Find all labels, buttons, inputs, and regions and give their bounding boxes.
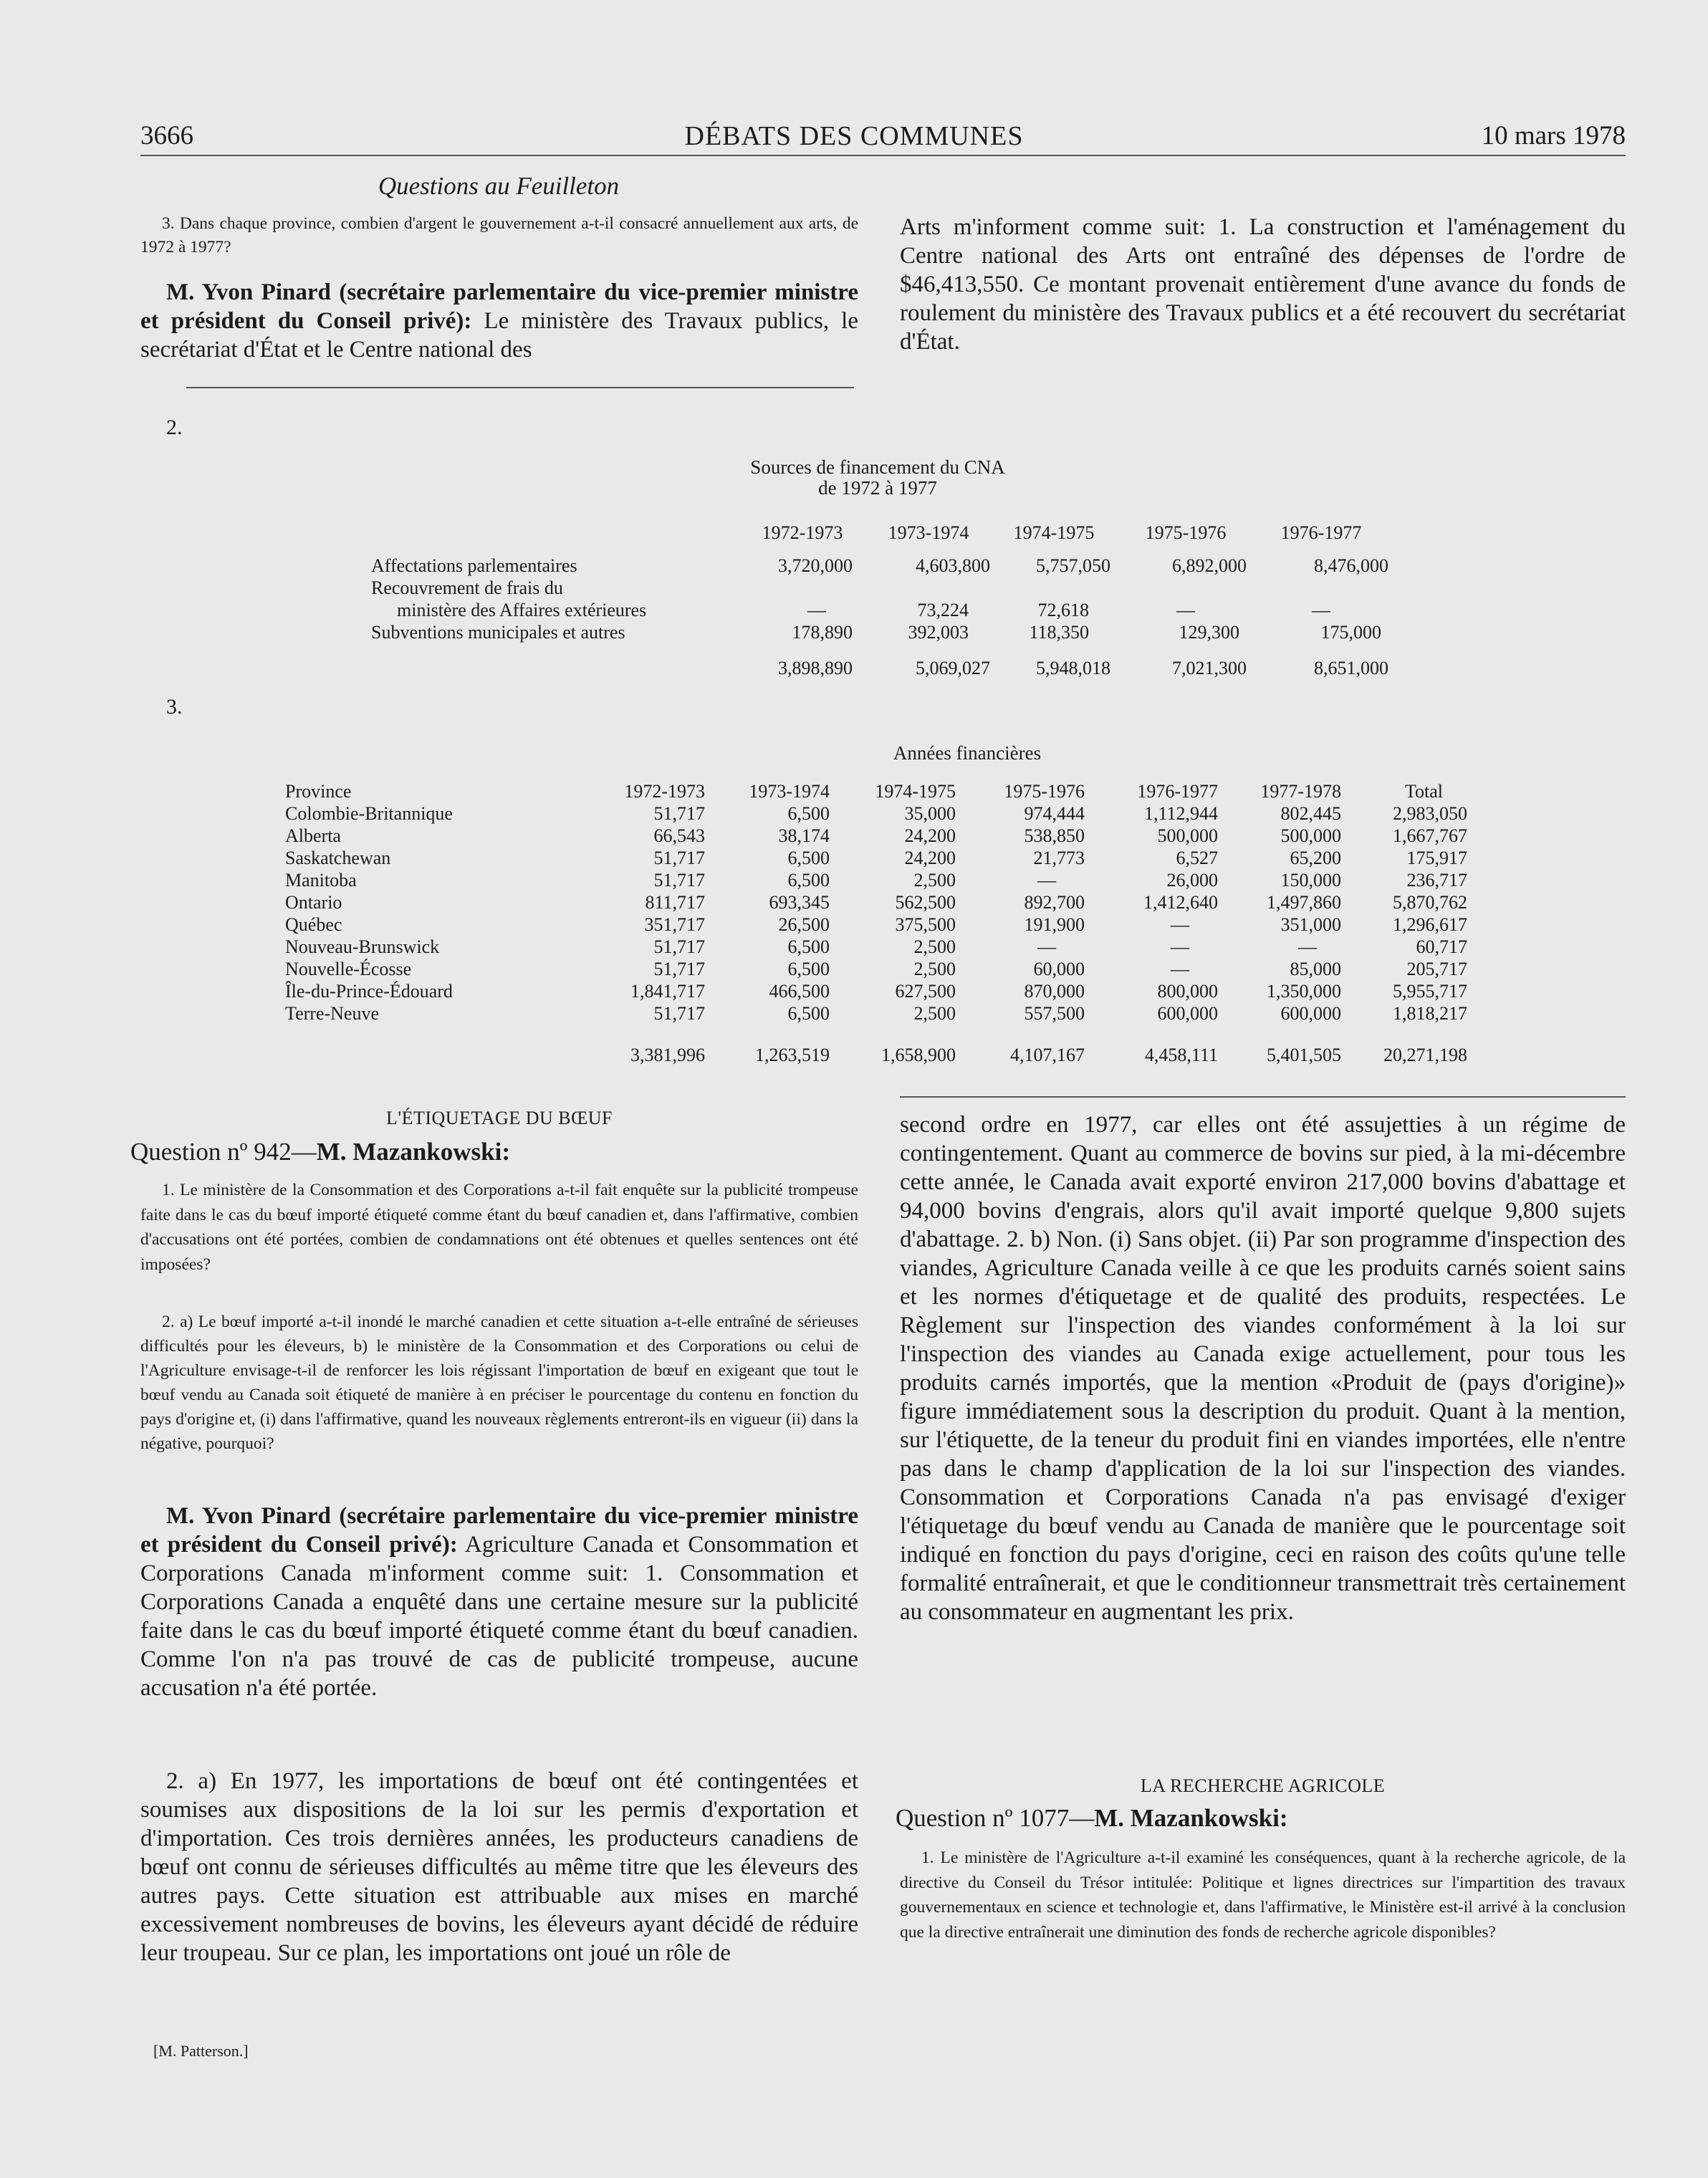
table1-year-header: 1976-1977	[1280, 522, 1362, 543]
table-row	[371, 544, 1388, 577]
table2-caption: Années financières	[893, 742, 1042, 764]
question-label: Question nº 1077—	[896, 1804, 1095, 1832]
cell: 538,850	[1024, 825, 1085, 846]
cell: —	[1171, 914, 1189, 935]
cell: 1,412,640	[1143, 892, 1218, 913]
table2-year-header: 1974-1975	[875, 781, 956, 802]
cell: 205,717	[1406, 959, 1467, 979]
question-author: M. Mazankowski:	[316, 1138, 511, 1166]
cell: 6,500	[787, 936, 830, 957]
table-total-row	[285, 1025, 1467, 1066]
cell: 2,983,050	[1393, 803, 1467, 824]
cell: 500,000	[1157, 825, 1218, 846]
left-column-rule	[186, 387, 854, 388]
table1-caption-line2: de 1972 à 1977	[818, 477, 937, 499]
cell: 60,717	[1416, 936, 1467, 957]
cell: 557,500	[1024, 1003, 1085, 1024]
answer-text: Agriculture Canada et Consommation et Corporations Canada m'informent comme suit: 1. Consommation et Corporations Canada a enquêté dans une certaine mesure sur la publicité faite dans le cas du bœuf importé étiqueté comme étant du bœuf canadien. Comme l'on n'a pas trouvé de cas de publicité trompeuse, aucune accusation n'a été portée.	[140, 1532, 858, 1701]
cell: 51,717	[653, 870, 705, 891]
row-label: Affectations parlementaires	[371, 555, 577, 576]
cell: 191,900	[1024, 914, 1085, 935]
table-end-rule	[900, 1096, 1626, 1098]
page-number: 3666	[140, 121, 193, 150]
row-label: Subventions municipales et autres	[371, 622, 625, 643]
cell: 974,444	[1024, 803, 1085, 824]
cell: 600,000	[1280, 1003, 1341, 1024]
cell: 26,000	[1166, 870, 1218, 891]
table2-year-header: 1977-1978	[1260, 781, 1341, 802]
question-label: Question nº 942—	[130, 1138, 317, 1166]
province-cell: Colombie-Britannique	[285, 803, 453, 824]
province-cell: Nouveau-Brunswick	[285, 936, 440, 957]
total-cell: 1,263,519	[755, 1045, 830, 1065]
cell: 392,003	[908, 622, 969, 643]
province-cell: Alberta	[285, 825, 341, 846]
arts-funding-table	[285, 772, 1467, 1066]
table2-year-header: 1973-1974	[749, 781, 830, 802]
cell: 6,500	[787, 959, 830, 979]
footer-note: [M. Patterson.]	[153, 2042, 249, 2060]
table-row	[285, 913, 1467, 936]
header-rule	[140, 155, 1626, 156]
cell: 351,000	[1280, 914, 1341, 935]
table-row	[371, 621, 1388, 643]
total-cell: 8,651,000	[1314, 658, 1388, 678]
cell: 500,000	[1280, 825, 1341, 846]
cell: —	[1171, 959, 1189, 979]
cell: 175,000	[1320, 622, 1381, 643]
cell: 175,917	[1406, 848, 1467, 868]
question-942-para2: 2. a) Le bœuf importé a-t-il inondé le marché canadien et cette situation a-t-elle entraîné de sérieuses difficultés pour les éleveurs, b) le ministère de la Consommation et des Corporations ou celui de l'Agriculture envisage-t-il de renforcer les lois régissant l'importation de bœuf en exigeant que tout le bœuf vendu au Canada soit étiqueté de manière à en préciser le pourcentage du contenu en fonction du pays d'origine et, (i) dans l'affirmative, quand les nouveaux règlements entreront-ils en vigueur (ii) dans la négative, pourquoi?	[140, 1313, 858, 1453]
table-row	[371, 577, 1388, 599]
question-1077-heading	[896, 1804, 1288, 1833]
cell: 6,500	[787, 870, 830, 891]
answer-942-continuation: second ordre en 1977, car elles ont été assujetties à un régime de contingentement. Quant au commerce de bovins sur pied, à la mi-décembre cette année, le Canada avait exporté environ 217,000 bovins d'abattage et 94,000 bovins d'engrais, alors qu'il avait importé quelque 9,800 sujets d'abattage. 2. b) Non. (i) Sans objet. (ii) Par son programme d'inspection des viandes, Agriculture Canada veille à ce que les produits carnés soient sains et les normes d'étiquetage et de qualité des produits, respectées. Le Règlement sur l'inspection des viandes conformément à la loi sur l'inspection des viandes au Canada exige actuellement, pour tous les produits carnés importés, que la mention «Produit de (pays d'origine)» figure immédiatement sous la description du produit. Quant à la mention, sur l'étiquette, de la teneur du produit fini en viandes importées, elle n'entre pas dans le champ d'application de la loi sur l'inspection des viandes. Consommation et Corporations Canada n'a pas envisagé d'exiger l'étiquetage du bœuf vendu au Canada de manière que le pourcentage soit indiqué en fonction du pays d'origine, ceci en raison des coûts qu'une telle formalité entraînerait, et que le conditionneur transmettrait très certainement au consommateur en augmentant les prix.	[900, 1112, 1626, 1625]
row-label: Recouvrement de frais du	[371, 577, 563, 598]
cell: 51,717	[653, 959, 705, 979]
page-date: 10 mars 1978	[1481, 121, 1626, 150]
question-author: M. Mazankowski:	[1094, 1804, 1288, 1832]
cell: 2,500	[913, 959, 956, 979]
province-cell: Terre-Neuve	[285, 1003, 379, 1024]
cell: 118,350	[1029, 622, 1089, 643]
answer-942-para2: 2. a) En 1977, les importations de bœuf ont été contingentées et soumises aux dispositions de la loi sur les permis d'exportation et d'importation. Ces trois dernières années, les producteurs canadiens de bœuf ont connu de sérieuses difficultés au même titre que les éleveurs des autres pays. Cette situation est attribuable aux mises en marché excessivement nombreuses de bovins, les éleveurs ayant décidé de réduire leur troupeau. Sur ce plan, les importations ont joué un rôle de	[140, 1768, 858, 1966]
cell: 1,841,717	[630, 981, 705, 1002]
cell: 1,112,944	[1143, 803, 1218, 824]
total-cell: 5,069,027	[916, 658, 990, 678]
cell: 800,000	[1157, 981, 1218, 1002]
province-cell: Ontario	[285, 892, 342, 913]
table-row	[285, 958, 1467, 980]
cell: 1,497,860	[1267, 892, 1341, 913]
section-heading-beef: L'ÉTIQUETAGE DU BŒUF	[386, 1108, 613, 1128]
cell: 6,892,000	[1172, 555, 1247, 576]
cell: 24,200	[904, 848, 956, 868]
table2-header-row	[285, 772, 1467, 802]
table2-total-header: Total	[1404, 781, 1443, 802]
total-cell: 5,401,505	[1267, 1045, 1341, 1065]
table2-year-header: 1976-1977	[1137, 781, 1218, 802]
row-label: ministère des Affaires extérieures	[397, 600, 647, 620]
cell: 178,890	[792, 622, 853, 643]
item-2-label: 2.	[166, 416, 183, 439]
cell: 693,345	[769, 892, 830, 913]
item-3-label: 3.	[166, 695, 183, 719]
cell: 5,757,050	[1036, 555, 1110, 576]
table2-year-header: 1972-1973	[624, 781, 705, 802]
cell: 129,300	[1179, 622, 1239, 643]
cell: 66,543	[653, 825, 705, 846]
cell: 1,818,217	[1393, 1003, 1467, 1024]
cell: 6,500	[787, 803, 830, 824]
cell: 8,476,000	[1314, 555, 1388, 576]
total-cell: 1,658,900	[881, 1045, 956, 1065]
total-cell: 3,898,890	[778, 658, 853, 678]
cell: 26,500	[778, 914, 830, 935]
pinard-intro	[140, 278, 858, 364]
province-cell: Nouvelle-Écosse	[285, 959, 412, 979]
cell: 2,500	[913, 870, 956, 891]
section-title: Questions au Feuilleton	[378, 172, 620, 200]
total-cell: 7,021,300	[1172, 658, 1247, 678]
total-cell: 3,381,996	[630, 1045, 705, 1065]
question-3-text: 3. Dans chaque province, combien d'argent le gouvernement a-t-il consacré annuellement aux arts, de 1972 à 1977?	[140, 214, 858, 256]
cell: 51,717	[653, 848, 705, 868]
cell: 73,224	[917, 600, 969, 620]
cell: 51,717	[653, 803, 705, 824]
cell: 811,717	[645, 892, 705, 913]
cell: 375,500	[895, 914, 956, 935]
cell: 802,445	[1280, 803, 1341, 824]
table-row	[285, 936, 1467, 958]
table-row	[285, 891, 1467, 913]
table2-year-header: 1975-1976	[1004, 781, 1085, 802]
cell: 1,667,767	[1393, 825, 1467, 846]
funding-sources-table	[371, 517, 1388, 679]
question-1077-para: 1. Le ministère de l'Agriculture a-t-il examiné les conséquences, quant à la recherche agricole, de la directive du Conseil du Trésor intitulée: Politique et lignes directrices sur l'impartition des travaux gouvernementaux en science et technologie et, dans l'affirmative, le Ministère est-il arrivé à la conclusion que la directive entraînerait une diminution des fonds de recherche agricole disponibles?	[900, 1848, 1626, 1942]
total-cell: 4,458,111	[1144, 1045, 1218, 1065]
table-total-row	[371, 643, 1388, 679]
cell: 72,618	[1037, 600, 1089, 620]
cell: 21,773	[1033, 848, 1085, 868]
cell: 870,000	[1024, 981, 1085, 1002]
table-row	[285, 825, 1467, 847]
cell: 6,500	[787, 848, 830, 868]
cell: 2,500	[913, 936, 956, 957]
table-row	[285, 847, 1467, 869]
province-cell: Saskatchewan	[285, 848, 391, 868]
speaker-name: M. Yvon Pinard (secrétaire parlementaire du vice-premier ministre et président du Conseil privé):	[140, 279, 858, 334]
table1-year-header: 1974-1975	[1013, 522, 1095, 543]
cell: 1,296,617	[1393, 914, 1467, 935]
answer-text: Le ministère des Travaux publics, le secrétariat d'État et le Centre national des	[140, 308, 858, 363]
cell: 24,200	[904, 825, 956, 846]
right-top-paragraph: Arts m'informent comme suit: 1. La construction et l'aménagement du Centre national des Arts ont entraîné des dépenses de l'ordre de $46,413,550. Ce montant provenait entièrement d'une avance du fonds de roulement du ministère des Travaux publics et a été recouvert du secrétariat d'État.	[900, 214, 1626, 355]
table-row	[285, 869, 1467, 891]
cell: 60,000	[1033, 959, 1085, 979]
cell: 150,000	[1280, 870, 1341, 891]
table1-caption	[688, 457, 1068, 499]
cell: 65,200	[1290, 848, 1341, 868]
cell: 6,500	[787, 1003, 830, 1024]
cell: 85,000	[1290, 959, 1341, 979]
cell: 4,603,800	[916, 555, 990, 576]
answer-942	[140, 1502, 858, 1702]
cell: —	[1176, 600, 1195, 620]
province-cell: Manitoba	[285, 870, 357, 891]
cell: 51,717	[653, 936, 705, 957]
cell: —	[807, 600, 826, 620]
cell: 562,500	[895, 892, 956, 913]
cell: 1,350,000	[1267, 981, 1341, 1002]
section-heading-agri: LA RECHERCHE AGRICOLE	[1140, 1775, 1386, 1796]
table1-caption-line1: Sources de financement du CNA	[750, 456, 1005, 478]
speaker-name: M. Yvon Pinard (secrétaire parlementaire du vice-premier ministre et président du Conseil privé):	[140, 1503, 858, 1558]
province-header: Province	[285, 781, 352, 802]
cell: 236,717	[1406, 870, 1467, 891]
total-cell: 4,107,167	[1010, 1045, 1085, 1065]
cell: —	[1312, 600, 1330, 620]
cell: 5,870,762	[1393, 892, 1467, 913]
total-cell: 20,271,198	[1383, 1045, 1467, 1065]
province-cell: Québec	[285, 914, 342, 935]
question-942-para1: 1. Le ministère de la Consommation et des Corporations a-t-il fait enquête sur la publicité trompeuse faite dans le cas du bœuf importé étiqueté comme étant du bœuf canadien et, dans l'affirmative, combien d'accusations ont été portées, combien de condamnations ont été obtenues et quelles sentences ont été imposées?	[140, 1181, 858, 1274]
cell: 35,000	[904, 803, 956, 824]
question-942-heading	[130, 1138, 510, 1166]
table-row	[285, 1002, 1467, 1025]
table-row	[285, 980, 1467, 1002]
table1-year-header: 1972-1973	[762, 522, 843, 543]
cell: 600,000	[1157, 1003, 1218, 1024]
table-row	[371, 599, 1388, 621]
cell: 51,717	[653, 1003, 705, 1024]
table1-year-header: 1975-1976	[1145, 522, 1227, 543]
table-row	[285, 802, 1467, 825]
province-cell: Île-du-Prince-Édouard	[285, 981, 453, 1002]
cell: —	[1037, 936, 1056, 957]
cell: 5,955,717	[1393, 981, 1467, 1002]
total-cell: 5,948,018	[1036, 658, 1110, 678]
cell: 351,717	[644, 914, 705, 935]
cell: 627,500	[895, 981, 956, 1002]
cell: —	[1171, 936, 1189, 957]
cell: 3,720,000	[778, 555, 853, 576]
publication-title: DÉBATS DES COMMUNES	[684, 121, 1024, 151]
cell: —	[1298, 936, 1317, 957]
cell: 892,700	[1024, 892, 1085, 913]
cell: 6,527	[1176, 848, 1218, 868]
table1-year-header: 1973-1974	[888, 522, 969, 543]
cell: 38,174	[778, 825, 830, 846]
cell: 466,500	[769, 981, 830, 1002]
cell: —	[1037, 870, 1056, 891]
cell: 2,500	[913, 1003, 956, 1024]
